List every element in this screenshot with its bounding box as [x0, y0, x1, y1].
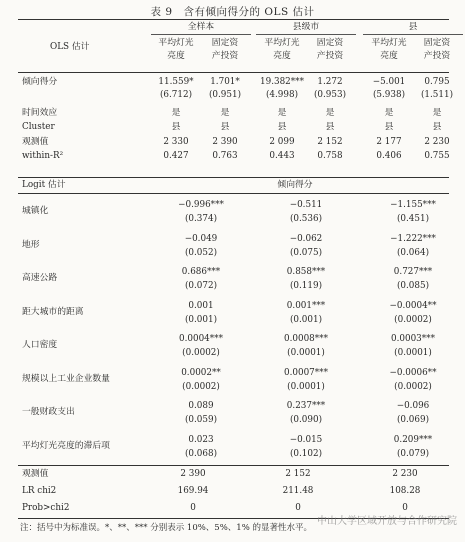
row-label: 城镇化	[22, 206, 49, 216]
table-cell: 0.0007***	[284, 367, 328, 378]
table-cell-se: (4.998)	[265, 90, 299, 100]
table-cell: 2 177	[376, 137, 402, 147]
table-cell: 0.763	[212, 151, 238, 161]
table-cell: 县	[171, 122, 181, 132]
table-cell-se: (0.0001)	[394, 348, 432, 358]
table-cell: 是	[171, 108, 181, 118]
table-cell: 2 152	[285, 469, 311, 479]
row-label: 地形	[22, 239, 40, 250]
table-cell: −0.062	[289, 233, 323, 244]
table-cell: −5.001	[372, 77, 406, 87]
row-label: Cluster	[22, 122, 55, 132]
column-header-line: 产投资	[423, 51, 451, 61]
table-cell-se: (0.536)	[289, 214, 323, 224]
table-cell-se: (0.072)	[184, 281, 218, 291]
table-cell: 0.727***	[393, 267, 433, 277]
table-cell: −1.222***	[390, 233, 436, 244]
table-cell: 县	[384, 122, 394, 132]
table-cell: 0.209***	[393, 434, 433, 445]
table-cell-se: (0.953)	[313, 90, 347, 100]
row-label: 距大城市的距离	[22, 306, 84, 317]
table-cell: −0.996***	[178, 200, 224, 210]
table-cell-se: (0.079)	[396, 448, 430, 459]
table-cell: 0.001	[188, 300, 214, 311]
table-cell: 211.48	[282, 486, 314, 496]
row-label: 倾向得分	[22, 77, 58, 87]
table-cell-se: (0.451)	[396, 214, 430, 224]
top-rule	[18, 19, 449, 20]
table-cell: 2 390	[180, 469, 206, 479]
table-cell: −0.0004**	[389, 300, 437, 311]
column-header-line: 固定资	[316, 38, 344, 48]
column-header-line: 产投资	[211, 51, 239, 61]
table-cell: 2 152	[317, 137, 343, 147]
table-cell: 0.406	[376, 151, 402, 161]
table-cell: 1.272	[317, 77, 343, 87]
table-cell: 县	[220, 122, 230, 132]
group-underline	[256, 34, 356, 35]
row-label: 时间效应	[22, 108, 58, 118]
table-cell: 0.427	[163, 151, 189, 161]
table-cell: 县	[432, 122, 442, 132]
table-cell-se: (0.0002)	[182, 381, 220, 392]
row-label: 平均灯光亮度的滞后项	[22, 440, 110, 451]
logit-top-rule	[18, 177, 449, 178]
stats-rule	[18, 465, 449, 466]
row-label: 规模以上工业企业数量	[22, 373, 110, 384]
table-cell: −0.049	[184, 233, 218, 244]
row-label: LR chi2	[22, 486, 57, 496]
group-underline	[363, 34, 463, 35]
column-header-line: 平均灯光	[371, 38, 407, 48]
table-cell-se: (0.064)	[396, 247, 430, 258]
table-cell: 0.858***	[286, 267, 326, 277]
table-cell-se: (0.374)	[184, 214, 218, 224]
table-cell: 0	[402, 503, 408, 513]
group-header: 全样本	[187, 22, 215, 32]
table-cell: 0.001***	[286, 300, 326, 311]
table-cell: 0	[190, 503, 196, 513]
table-cell: 是	[277, 108, 287, 118]
group-underline	[151, 34, 251, 35]
table-cell-se: (0.0001)	[287, 381, 325, 392]
table-cell-se: (0.052)	[184, 247, 218, 258]
table-cell: −0.511	[289, 200, 323, 210]
table-cell-se: (0.119)	[289, 281, 323, 291]
logit-label: Logit 估计	[22, 180, 66, 190]
table-cell: 2 230	[424, 137, 450, 147]
table-cell-se: (0.085)	[396, 281, 430, 291]
table-cell: −0.0006**	[389, 367, 437, 378]
table-cell: 0.237***	[286, 401, 326, 411]
row-label: 人口密度	[22, 340, 58, 350]
table-cell: −0.096	[396, 401, 430, 411]
table-cell: −1.155***	[390, 200, 436, 210]
table-cell-se: (0.102)	[289, 448, 323, 459]
table-cell: −0.015	[289, 434, 323, 445]
column-header-line: 亮度	[380, 51, 398, 61]
header-bottom-rule	[18, 72, 449, 73]
table-cell-se: (0.0002)	[182, 348, 220, 358]
table-cell: 11.559*	[158, 77, 194, 87]
table-cell-se: (0.001)	[289, 314, 323, 325]
table-cell: 0.795	[424, 77, 450, 87]
column-header-line: 产投资	[316, 51, 344, 61]
row-label: within-R²	[22, 151, 64, 161]
column-header-line: 平均灯光	[158, 38, 194, 48]
table-cell-se: (5.938)	[372, 90, 406, 100]
table-cell: 0.023	[188, 434, 214, 445]
row-label: Prob>chi2	[22, 503, 70, 513]
table-cell: 0.0008***	[284, 334, 328, 344]
watermark: 中山大学区域开放与合作研究院	[317, 516, 457, 527]
table-cell: 0.089	[188, 401, 214, 411]
table-cell: 2 230	[392, 469, 418, 479]
table-cell: 县	[277, 122, 287, 132]
column-header-line: 固定资	[423, 38, 451, 48]
table-cell: 2 390	[212, 137, 238, 147]
table-cell-se: (0.069)	[396, 415, 430, 425]
row-label: 高速公路	[22, 273, 58, 283]
group-header: 县级市	[292, 22, 320, 32]
table-cell: 0.0002**	[181, 367, 221, 378]
table-cell: 169.94	[177, 486, 209, 496]
table-cell-se: (0.075)	[289, 247, 323, 258]
column-header-line: 平均灯光	[264, 38, 300, 48]
table-cell: 0	[295, 503, 301, 513]
table-cell: 2 099	[269, 137, 295, 147]
table-cell-se: (0.0002)	[394, 381, 432, 392]
table-title: 表 9 含有倾向得分的 OLS 估计	[150, 6, 315, 18]
table-cell-se: (0.068)	[184, 448, 218, 459]
table-cell: 0.443	[269, 151, 295, 161]
table-cell: 0.755	[424, 151, 450, 161]
table-cell-se: (6.712)	[159, 90, 193, 100]
table-cell-se: (0.001)	[184, 314, 218, 325]
ols-label: OLS 估计	[50, 42, 90, 52]
table-cell: 县	[325, 122, 335, 132]
table-cell-se: (0.951)	[208, 90, 242, 100]
table-cell: 0.0004***	[179, 334, 223, 344]
logit-header-rule	[18, 193, 449, 194]
table-cell: 108.28	[389, 486, 421, 496]
table-note: 注：括号中为标准误。*、**、*** 分别表示 10%、5%、1% 的显著性水平。	[20, 523, 312, 533]
group-header: 县	[408, 22, 418, 32]
table-cell: 1.701*	[210, 77, 240, 87]
table-cell-se: (0.0002)	[394, 314, 432, 325]
column-header-line: 亮度	[273, 51, 291, 61]
table-cell: 2 330	[163, 137, 189, 147]
row-label: 观测值	[22, 469, 49, 479]
row-label: 观测值	[22, 137, 49, 147]
table-cell-se: (0.0001)	[287, 348, 325, 358]
column-header-line: 固定资	[211, 38, 239, 48]
table-cell-se: (0.059)	[184, 415, 218, 425]
table-cell: 是	[384, 108, 394, 118]
table-cell: 是	[220, 108, 230, 118]
table-cell: 0.0003***	[391, 334, 435, 344]
column-header-line: 亮度	[167, 51, 185, 61]
logit-header: 倾向得分	[277, 180, 313, 190]
table-cell: 0.758	[317, 151, 343, 161]
row-label: 一般财政支出	[22, 407, 75, 417]
table-cell: 0.686***	[181, 267, 221, 277]
table-cell-se: (1.511)	[420, 90, 454, 100]
table-cell-se: (0.090)	[289, 415, 323, 425]
table-cell: 是	[432, 108, 442, 118]
table-cell: 是	[325, 108, 335, 118]
table-cell: 19.382***	[260, 77, 304, 87]
